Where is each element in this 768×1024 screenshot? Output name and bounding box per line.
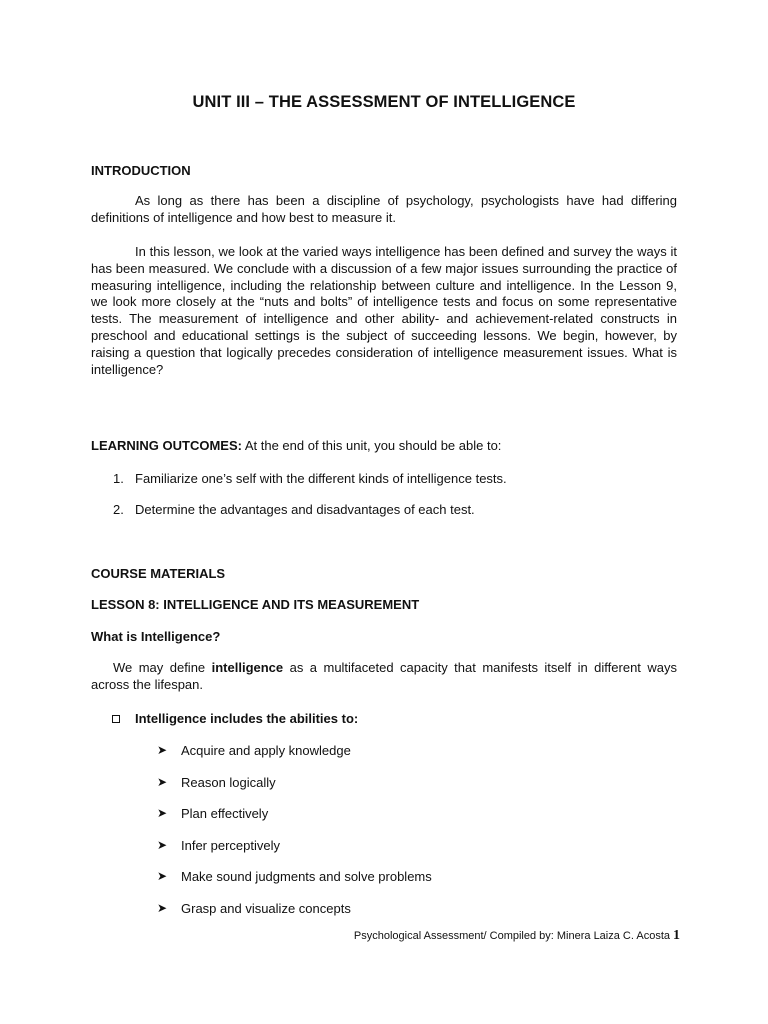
ability-item: Reason logically — [181, 775, 276, 790]
ability-item: Acquire and apply knowledge — [181, 743, 351, 758]
introduction-heading: INTRODUCTION — [91, 163, 191, 178]
arrow-bullet-icon: ➤ — [157, 775, 168, 789]
checkbox-bullet-icon — [112, 715, 120, 723]
outcome-text-1: Familiarize one’s self with the different kinds of intelligence tests. — [135, 471, 507, 486]
outcome-number-1: 1. — [113, 471, 124, 486]
learning-outcomes-label: LEARNING OUTCOMES: — [91, 438, 242, 453]
definition-post: as a multifaceted capacity that manifests itself in different ways across the lifespan. — [91, 660, 677, 692]
definition-pre: We may define — [113, 660, 212, 675]
lesson-heading: LESSON 8: INTELLIGENCE AND ITS MEASUREMENT — [91, 597, 420, 612]
page-title: UNIT III – THE ASSESSMENT OF INTELLIGENCE — [192, 93, 576, 111]
definition-bold-term: intelligence — [211, 660, 284, 675]
arrow-bullet-icon: ➤ — [157, 869, 168, 883]
arrow-bullet-icon: ➤ — [157, 901, 168, 915]
introduction-paragraph-2 — [91, 244, 677, 378]
footer-text: Psychological Assessment/ Compiled by: Minera Laiza C. Acosta — [353, 930, 670, 942]
ability-item: Grasp and visualize concepts — [181, 901, 351, 916]
page-footer — [354, 928, 680, 944]
introduction-paragraph-1 — [91, 193, 677, 227]
ability-item: Make sound judgments and solve problems — [181, 869, 432, 884]
arrow-bullet-icon: ➤ — [157, 806, 168, 820]
introduction-paragraph-1-text: As long as there has been a discipline of psychology, psychologists have had differing definitions of intelligence and how best to measure it. — [91, 193, 677, 225]
learning-outcomes-line — [91, 438, 501, 453]
introduction-paragraph-2-text: In this lesson, we look at the varied ways intelligence has been defined and survey the ways it has been measured. We conclude with a discussion of a few major issues surrounding the practice of measuring intelligence, including the relationship between culture and intelligence. In the Lesson 9, we look more closely at the “nuts and bolts” of intelligence tests and focus on some representative tests. The measurement of intelligence and other ability- and achievement-related constructs in preschool and educational settings is the subject of succeeding lessons. We begin, however, by raising a question that logically precedes consideration of intelligence measurement issues. What is intelligence? — [91, 244, 677, 377]
outcome-number-2: 2. — [113, 502, 124, 517]
course-materials-heading: COURSE MATERIALS — [91, 566, 226, 581]
abilities-heading: Intelligence includes the abilities to: — [135, 711, 359, 726]
arrow-bullet-icon: ➤ — [157, 838, 168, 852]
ability-item: Infer perceptively — [181, 838, 280, 853]
learning-outcomes-text: At the end of this unit, you should be able to: — [241, 438, 502, 453]
outcome-text-2: Determine the advantages and disadvantages of each test. — [135, 502, 475, 517]
what-is-intelligence-heading: What is Intelligence? — [91, 629, 221, 644]
page-number: 1 — [673, 928, 680, 943]
arrow-bullet-icon: ➤ — [157, 743, 168, 757]
definition-paragraph — [91, 660, 677, 694]
ability-item: Plan effectively — [181, 806, 269, 821]
